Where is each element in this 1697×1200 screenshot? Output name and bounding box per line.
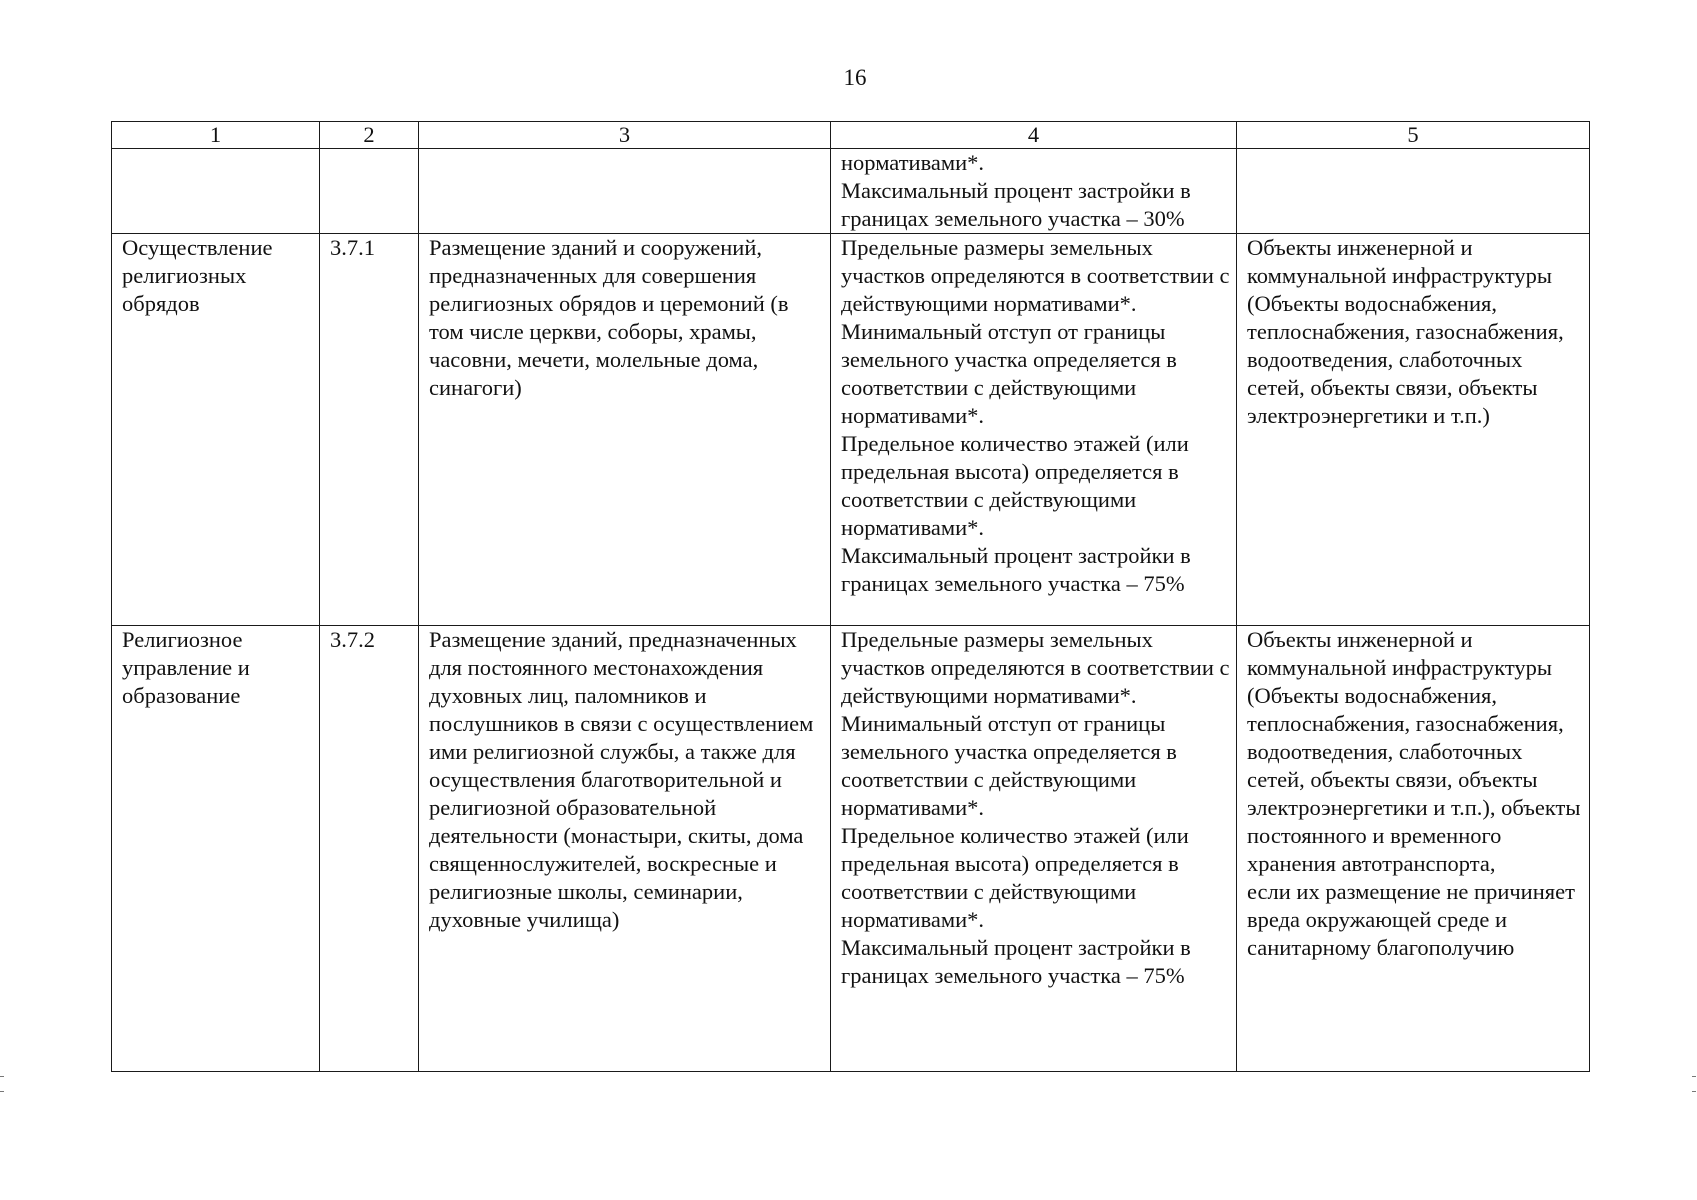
use-description-cell: [419, 149, 831, 234]
auxiliary-uses-text: Объекты инженерной и коммунальной инфраструктуры (Объекты водоснабжения, теплоснабжения, газоснабжения, водоотведения, слаботочных сетей, объекты связи, объекты электроэнергетики и т.п.), объекты постоянного и временного хранения автотранспорта, если их размещение не причиняет вреда окружающей среде и санитарному благополучию: [1247, 627, 1581, 960]
land-use-table: [111, 121, 1590, 1072]
use-name-cell: [112, 149, 320, 234]
use-description-text: Размещение зданий и сооружений, предназначенных для совершения религиозных обрядов и церемоний (в том числе церкви, соборы, храмы, часовни, мечети, молельные дома, синагоги): [429, 235, 789, 400]
page-number: 16: [843, 65, 867, 90]
parameters-text: Предельные размеры земельных участков определяются в соответствии с действующими нормативами*. Минимальный отступ от границы земельного участка определяется в соответствии с действующими нормативами*. Предельное количество этажей (или предельная высота) определяется в соответствии с действующими нормативами*. Максимальный процент застройки в границах земельного участка – 75%: [841, 235, 1230, 596]
auxiliary-uses-cell: [1237, 626, 1590, 1072]
column-header-3: 3: [419, 122, 831, 149]
scan-edge-mark-left: [0, 1076, 4, 1092]
parameters-text: нормативами*. Максимальный процент застройки в границах земельного участка – 30%: [841, 150, 1191, 231]
scan-edge-mark-right: [1692, 1076, 1696, 1092]
table-row: [112, 234, 1590, 626]
parameters-cell: [831, 234, 1237, 626]
use-name-text: Религиозное управление и образование: [122, 627, 250, 708]
parameters-text: Предельные размеры земельных участков определяются в соответствии с действующими нормативами*. Минимальный отступ от границы земельного участка определяется в соответствии с действующими нормативами*. Предельное количество этажей (или предельная высота) определяется в соответствии с действующими нормативами*. Максимальный процент застройки в границах земельного участка – 75%: [841, 627, 1230, 988]
column-header-5: 5: [1237, 122, 1590, 149]
column-header-2: 2: [320, 122, 419, 149]
table-row: [112, 149, 1590, 234]
use-code-cell: [320, 626, 419, 1072]
use-name-cell: [112, 626, 320, 1072]
use-code-cell: [320, 149, 419, 234]
use-description-cell: [419, 234, 831, 626]
use-description-text: Размещение зданий, предназначенных для постоянного местонахождения духовных лиц, паломников и послушников в связи с осуществлением ими религиозной службы, а также для осуществления благотворительной и религиозной образовательной деятельности (монастыри, скиты, дома священнослужителей, воскресные и религиозные школы, семинарии, духовные училища): [429, 627, 814, 932]
auxiliary-uses-cell: [1237, 149, 1590, 234]
parameters-cell: [831, 149, 1237, 234]
use-name-text: Осуществление религиозных обрядов: [122, 235, 273, 316]
auxiliary-uses-text: Объекты инженерной и коммунальной инфраструктуры (Объекты водоснабжения, теплоснабжения, газоснабжения, водоотведения, слаботочных сетей, объекты связи, объекты электроэнергетики и т.п.): [1247, 235, 1564, 428]
column-header-4: 4: [831, 122, 1237, 149]
column-header-1: 1: [112, 122, 320, 149]
use-code-text: 3.7.1: [330, 235, 375, 260]
use-name-cell: [112, 234, 320, 626]
table-header-row: [112, 122, 1590, 149]
use-description-cell: [419, 626, 831, 1072]
use-code-cell: [320, 234, 419, 626]
parameters-cell: [831, 626, 1237, 1072]
use-code-text: 3.7.2: [330, 627, 375, 652]
auxiliary-uses-cell: [1237, 234, 1590, 626]
table-row: [112, 626, 1590, 1072]
